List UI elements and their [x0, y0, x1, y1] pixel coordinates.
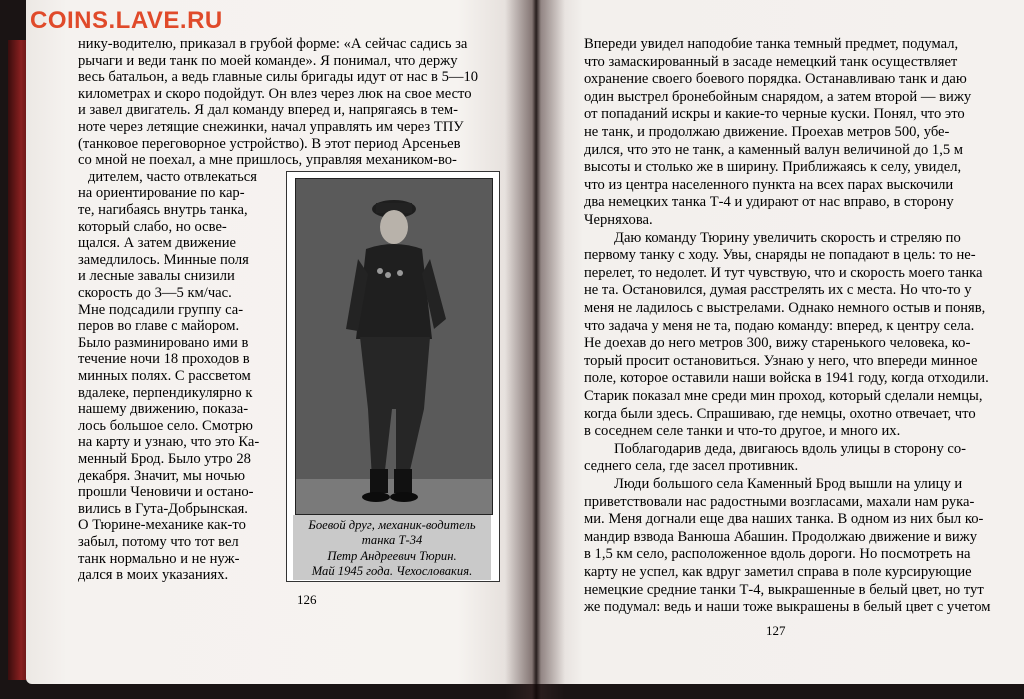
text-line: что задача у меня не та, подаю команду: вперед, к центру села.	[584, 317, 975, 334]
text-line: охранение своего боевого порядка. Останавливаю танк и даю	[584, 71, 967, 88]
text-line: рычаги и веди танк по моей команде». Я понимал, что держу	[78, 52, 458, 69]
text-line: танк нормально и не нуж-	[78, 550, 240, 567]
text-line: перелет, то недолет. И тут чувствую, что и скорость моего танка	[584, 264, 983, 281]
text-line: ноте через летящие снежинки, начал управлять им через ТПУ	[78, 119, 464, 135]
text-line: Старик показал мне среди мин проход, который сделали немцы,	[584, 388, 983, 404]
text-line: торый просит остановиться. Узнаю у него, что впереди минное	[584, 352, 978, 369]
caption-line: танка Т-34	[361, 533, 423, 548]
text-line: О Тюрине-механике как-то	[78, 517, 246, 534]
text-line: не танк, и продолжаю движение. Проехав метров 500, убе-	[584, 124, 950, 140]
caption-line: Боевой друг, механик-водитель	[308, 517, 476, 532]
soldier-photo	[295, 178, 493, 515]
text-line: со мной не поехал, а мне пришлось, управляя механиком-во-	[78, 152, 457, 169]
text-line: же подумал: ведь и наши тоже выкрашены в белый цвет с учетом	[584, 599, 991, 616]
text-line: Даю команду Тюрину увеличить скорость и стреляю по	[614, 229, 961, 246]
text-line: течение ночи 18 проходов в	[78, 351, 250, 368]
text-line: вились в Гута-Добрынская.	[78, 500, 248, 517]
text-line: те, нагибаясь внутрь танка,	[78, 202, 248, 218]
text-line: скорость до 3—5 км/час.	[78, 285, 232, 301]
caption-line: Май 1945 года. Чехословакия.	[311, 564, 473, 579]
text-line: декабря. Значит, мы ночью	[78, 467, 246, 484]
text-line: (танковое переговорное устройство). В этот период Арсеньев	[78, 135, 461, 152]
text-line: высоты и столько же в ширину. Приближаясь к селу, увидел,	[584, 159, 962, 176]
photo-figure	[286, 171, 500, 582]
soldier-silhouette-icon	[296, 179, 492, 515]
text-line: первому танку с ходу. Увы, снаряды не попадают в цель: то не-	[584, 247, 976, 264]
text-line: два немецких танка Т-4 и удирают от нас вправо, в сторону	[584, 194, 954, 211]
page-number-right: 127	[766, 622, 786, 638]
text-line: лось большое село. Смотрю	[78, 417, 253, 434]
text-line: дился, что это не танк, а каменный валун величиной до 1,5 м	[584, 141, 964, 158]
text-line: от попаданий искры и какие-то черные куски. Понял, что это	[584, 106, 965, 123]
site-watermark: COINS.LAVE.RU	[30, 7, 223, 34]
text-line: и завел двигатель. Я дал команду вперед и, напрягаясь в тем-	[78, 102, 459, 119]
text-line: поле, которое оставили наши войска в 1941 году, когда отходили.	[584, 370, 989, 387]
text-line: Впереди увидел наподобие танка темный предмет, подумал,	[584, 36, 959, 52]
text-line: что замаскированный в засаде немецкий танк осуществляет	[584, 53, 958, 70]
text-line: километрах и скоро подойдут. Он влез через люк на свое место	[78, 85, 472, 102]
book-spine	[505, 0, 565, 699]
text-line: Поблагодарив деда, двигаюсь вдоль улицы в сторону со-	[614, 440, 967, 457]
text-line: нику-водителю, приказал в грубой форме: «А сейчас садись за	[78, 36, 468, 52]
text-line: ми. Меня догнали еще два наших танка. В одном из них был ко-	[584, 511, 984, 528]
text-line: щался. А затем движение	[78, 235, 236, 252]
text-line: минных полях. С рассветом	[78, 368, 251, 384]
text-line: дителем, часто отвлекаться	[88, 168, 257, 185]
text-line: забыл, потому что тот вел	[78, 534, 239, 550]
text-line: прошли Ченовичи и остано-	[78, 484, 254, 501]
text-line: Не доехав до него метров 300, вижу старенького человека, ко-	[584, 335, 971, 352]
text-line: в соседнем селе танки и что-то другое, и много их.	[584, 423, 901, 440]
caption-line: Петр Андреевич Тюрин.	[327, 548, 457, 563]
text-line: когда были здесь. Спрашиваю, где немцы, охотно отвечает, что	[584, 405, 976, 422]
page-number-left: 126	[297, 591, 317, 607]
text-line: Черняхова.	[584, 212, 653, 228]
text-line: меня не ладилось с выстрелами. Однако немного остыв и поняв,	[584, 300, 986, 316]
text-line: карту не успел, как вдруг заметил справа в поле курсирующие	[584, 564, 972, 580]
text-line: дался в моих указаниях.	[78, 567, 229, 584]
text-line: перов во главе с майором.	[78, 318, 240, 335]
text-line: один выстрел бронебойным снарядом, а затем второй — вижу	[584, 88, 972, 105]
text-line: в 1,5 км село, расположенное вдоль дороги. Но посмотреть на	[584, 546, 971, 563]
text-line: который слабо, но осве-	[78, 218, 227, 235]
text-line: весь батальон, а ведь главные силы бригады идут от нас в 5—10	[78, 69, 479, 86]
text-line: вдалеке, перпендикулярно к	[78, 384, 253, 401]
text-line: Было разминировано ими в	[78, 334, 249, 351]
text-line: что из центра населенного пункта на всех парах выскочили	[584, 176, 954, 193]
text-line: Мне подсадили группу са-	[78, 301, 244, 318]
text-line: не та. Остановился, думая расстрелять их с места. Но что-то у	[584, 282, 972, 299]
text-line: замедлилось. Минные поля	[78, 251, 249, 268]
photo-caption	[293, 515, 491, 580]
text-line: на карту и узнаю, что это Ка-	[78, 434, 260, 451]
text-line: мандир взвода Ванюша Абашин. Продолжаю движение и вижу	[584, 528, 978, 545]
text-line: нашему движению, показа-	[78, 401, 249, 418]
text-line: немецкие средние танки Т-4, выкрашенные в белый цвет, но тут	[584, 581, 984, 598]
text-line: и лесные завалы снизили	[78, 268, 235, 285]
text-line: менный Брод. Было утро 28	[78, 451, 251, 467]
text-line: Люди большого села Каменный Брод вышли на улицу и	[614, 476, 963, 492]
text-line: на ориентирование по кар-	[78, 185, 245, 202]
text-line: приветствовали нас радостными возгласами, махали нам рука-	[584, 493, 975, 510]
text-line: седнего села, где засел противник.	[584, 458, 799, 475]
